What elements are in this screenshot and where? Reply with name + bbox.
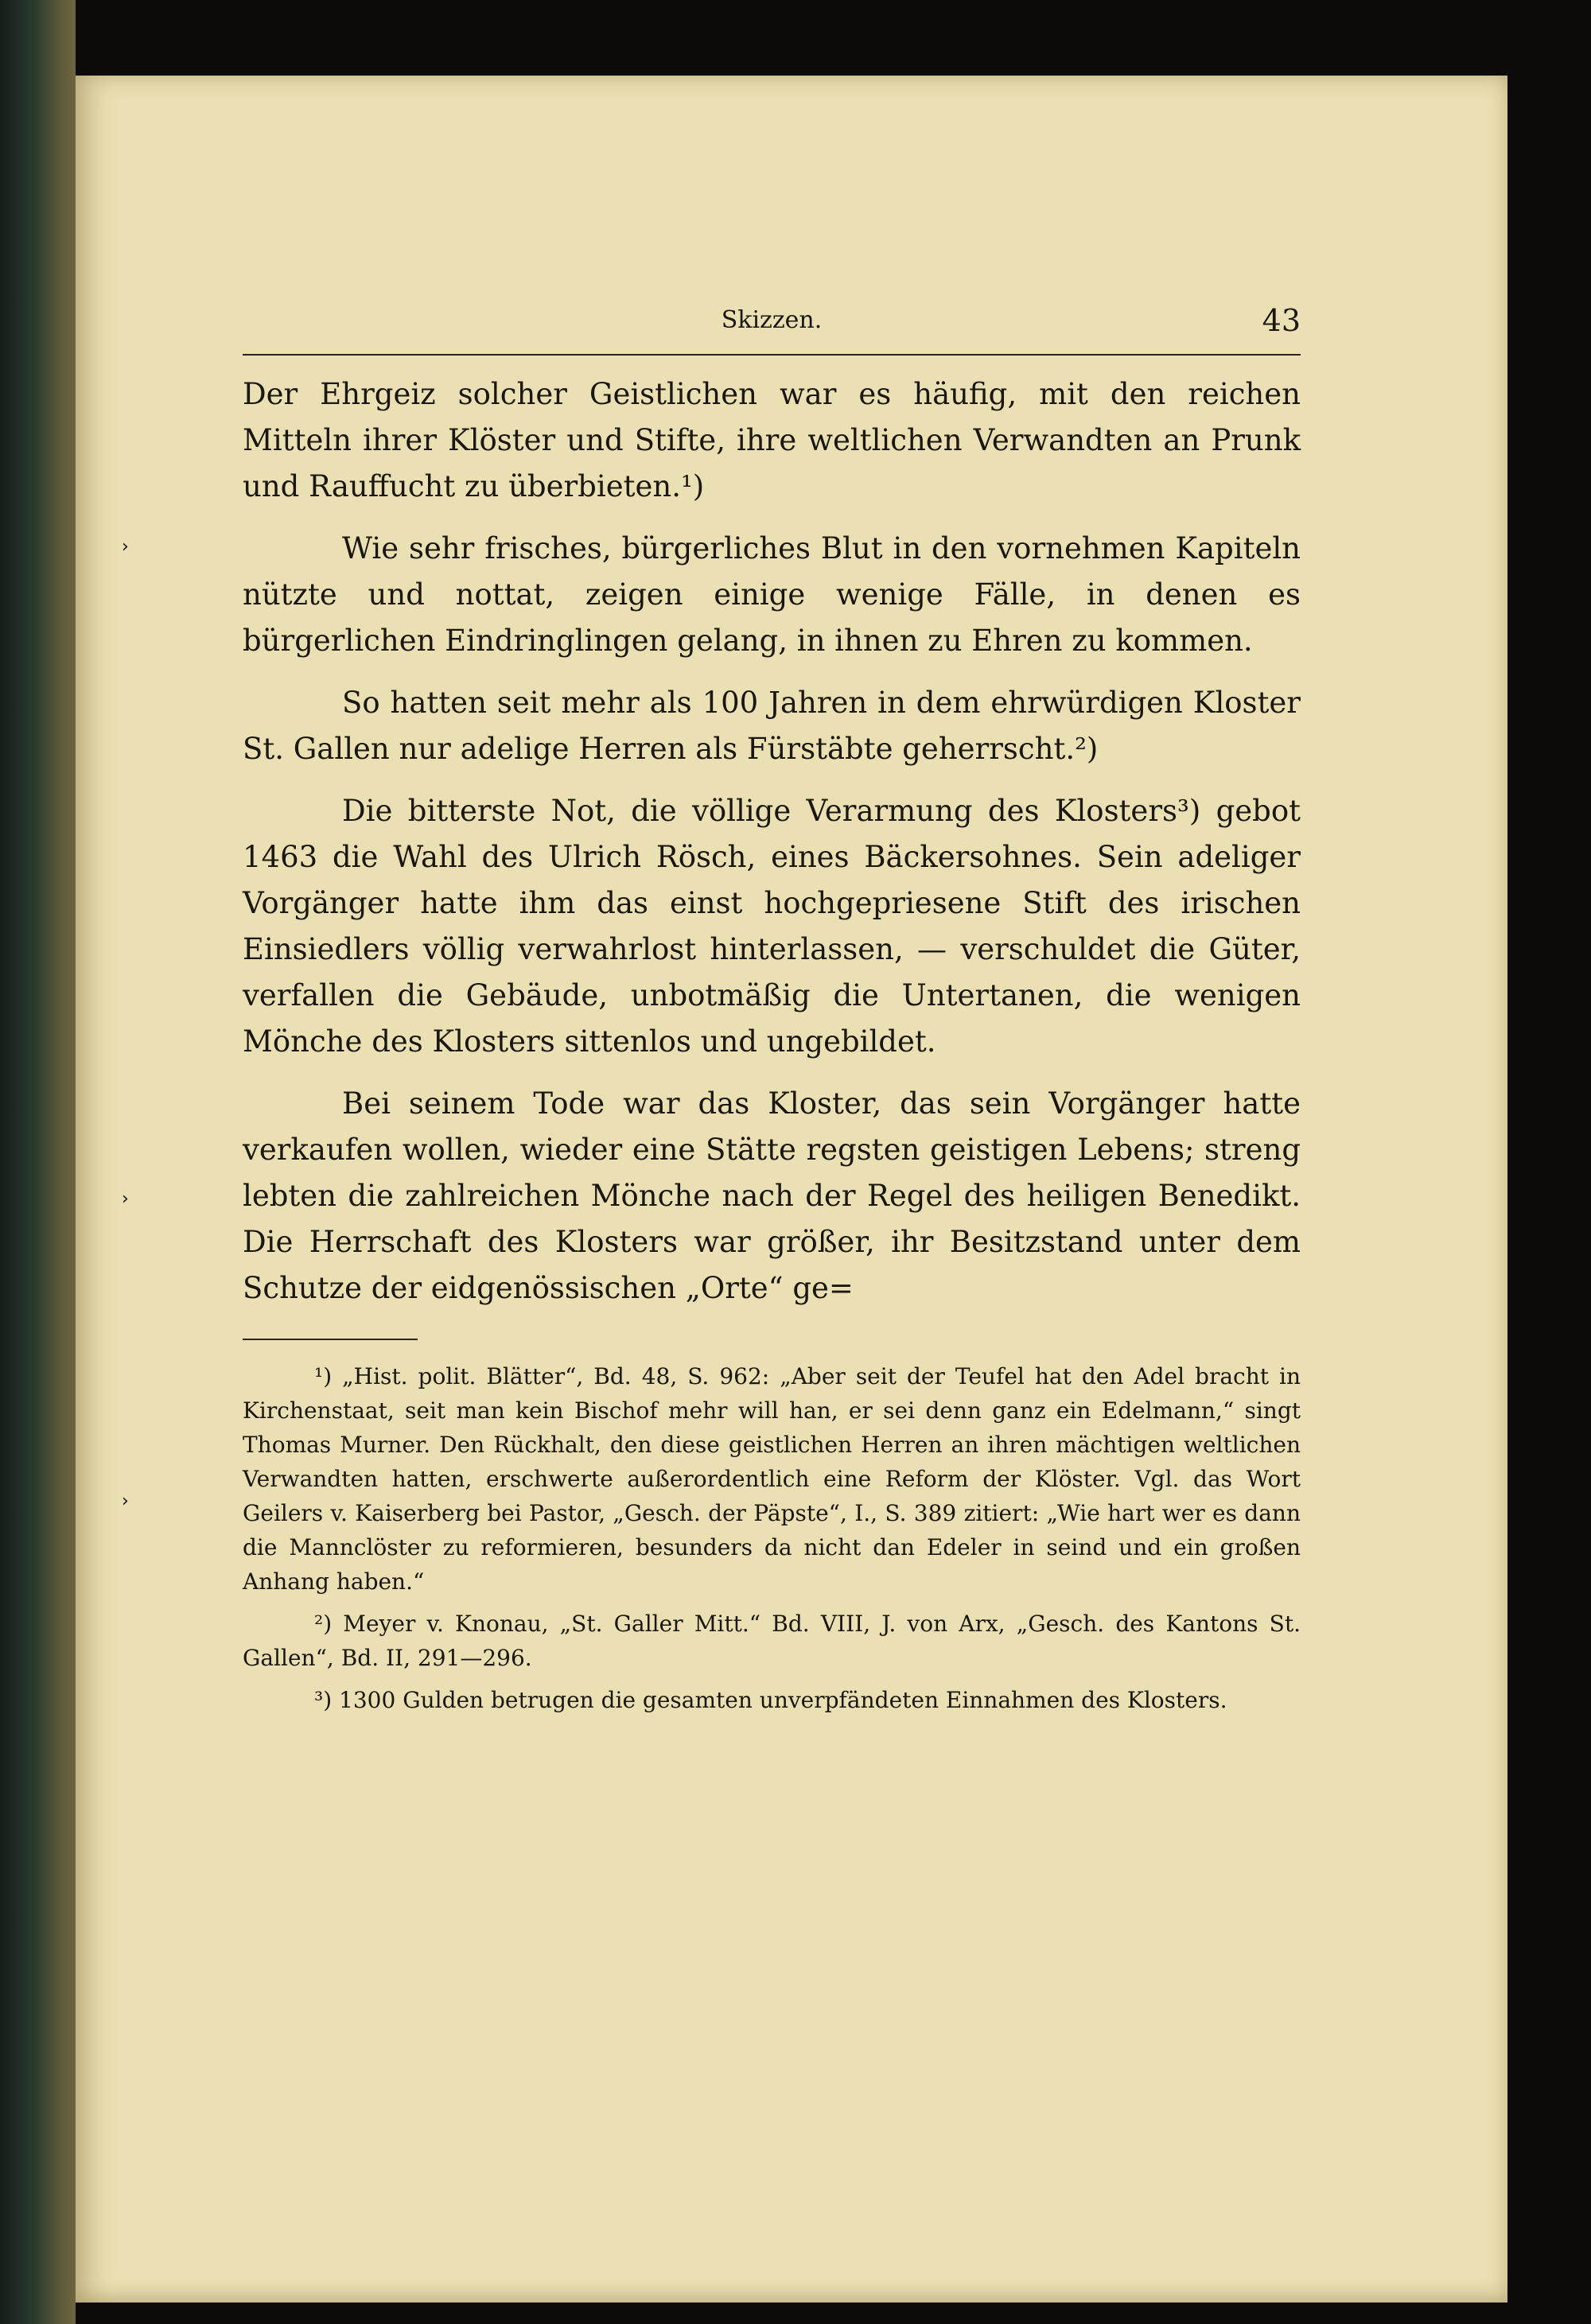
body-text [243,371,1301,1312]
running-head [243,298,1301,356]
footnote: ²) Meyer v. Knonau, „St. Galler Mitt.“ Bd. VIII, J. von Arx, „Gesch. des Kantons St. Gallen“, Bd. II, 291—296. [243,1611,1301,1671]
paragraph: Die bitterste Not, die völlige Verarmung des Klosters³) gebot 1463 die Wahl des Ulrich Rösch, eines Bäckersohnes. Sein adeliger Vorgänger hatte ihm das einst hochgepriesene Stift des irischen Einsiedlers völlig verwahrlost hinterlassen, — verschuldet die Güter, verfallen die Gebäude, unbotmäßig die Untertanen, die wenigen Mönche des Klosters sittenlos und ungebildet. [243,794,1301,1059]
running-title: Skizzen. [721,306,823,334]
footnote: ³) 1300 Gulden betrugen die gesamten unverpfändeten Einnahmen des Klosters. [314,1687,1227,1713]
page-number: 43 [1262,303,1301,338]
margin-mark: › [122,1189,129,1209]
book-spine-edge [0,0,76,2324]
margin-mark: › [122,537,129,557]
page-sheet [76,76,1507,2303]
paragraph: Der Ehrgeiz solcher Geistlichen war es häufig, mit den reichen Mitteln ihrer Klöster und Stifte, ihre weltlichen Verwandten an Prunk und Rauffucht zu überbieten.¹) [243,377,1301,503]
margin-mark: › [122,1491,129,1511]
footnotes [243,1359,1301,1717]
paragraph: So hatten seit mehr als 100 Jahren in dem ehrwürdigen Kloster St. Gallen nur adelige Herren als Fürstäbte geherrscht.²) [243,686,1301,766]
page-content [243,298,1301,1725]
footnote: ¹) „Hist. polit. Blätter“, Bd. 48, S. 962: „Aber seit der Teufel hat den Adel bracht in Kirchenstaat, seit man kein Bischof mehr will han, er sei denn ganz ein Edelmann,“ singt Thomas Murner. Den Rückhalt, den diese geistlichen Herren an ihren mächtigen weltlichen Verwandten hatten, erschwerte außerordentlich eine Reform der Klöster. Vgl. das Wort Geilers v. Kaiserberg bei Pastor, „Gesch. der Päpste“, I., S. 389 zitiert: „Wie hart wer es dann die Mannclöster zu reformieren, besunders da nicht dan Edeler in seind und ein großen Anhang haben.“ [243,1363,1301,1595]
footnote-divider [243,1339,418,1340]
paragraph: Bei seinem Tode war das Kloster, das sein Vorgänger hatte verkaufen wollen, wieder eine Stätte regsten geistigen Lebens; streng lebten die zahlreichen Mönche nach der Regel des heiligen Benedikt. Die Herrschaft des Klosters war größer, ihr Besitzstand unter dem Schutze der eidgenössischen „Orte“ ge= [243,1086,1301,1305]
paragraph: Wie sehr frisches, bürgerliches Blut in den vornehmen Kapiteln nützte und nottat, zeigen einige wenige Fälle, in denen es bürgerlichen Eindringlingen gelang, in ihnen zu Ehren zu kommen. [243,531,1301,658]
